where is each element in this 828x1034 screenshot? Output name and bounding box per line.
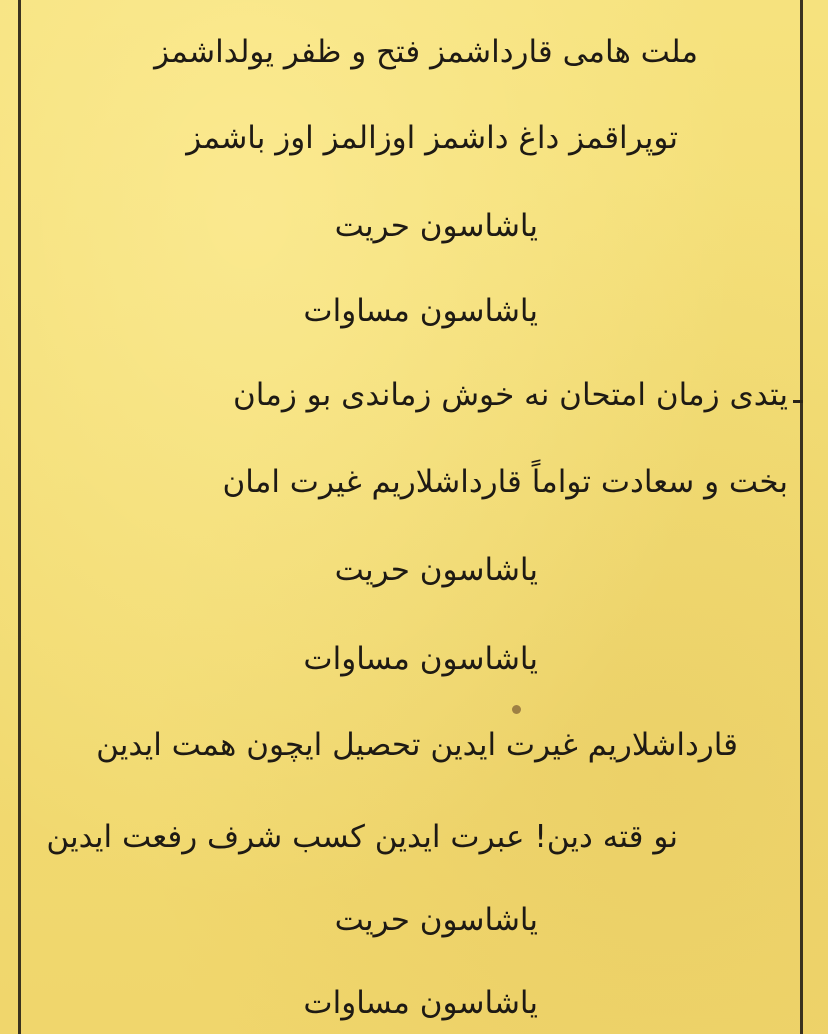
poem-line-1: ملت هامی قارداشمز فتح و ظفر یولداشمز bbox=[154, 34, 698, 70]
refrain-hurriyet-2: یاشاسون حریت bbox=[334, 552, 538, 588]
refrain-musavat-2: یاشاسون مساوات bbox=[303, 641, 538, 677]
ink-spot bbox=[512, 705, 521, 714]
refrain-hurriyet-3: یاشاسون حریت bbox=[334, 902, 538, 938]
refrain-hurriyet-1: یاشاسون حریت bbox=[334, 208, 538, 244]
refrain-musavat-1: یاشاسون مساوات bbox=[303, 293, 538, 329]
poem-line-10: نو قته دین! عبرت ایدین کسب شرف رفعت ایدین bbox=[46, 819, 678, 855]
poem-line-9: قارداشلاریم غیرت ایدین تحصیل ایچون همت ایدین bbox=[96, 727, 738, 763]
poem-line-2: توپراقمز داغ داشمز اوزالمز اوز باشمز bbox=[186, 120, 678, 156]
poem-line-5: یتدی زمان امتحان نه خوش زماندی بو زمان bbox=[233, 377, 788, 413]
right-margin-rule bbox=[800, 0, 803, 1034]
left-margin-rule bbox=[18, 0, 21, 1034]
right-margin-tick bbox=[793, 400, 803, 403]
poem-line-6: بخت و سعادت تواماً قارداشلاریم غیرت امان bbox=[222, 464, 788, 500]
refrain-musavat-3: یاشاسون مساوات bbox=[303, 985, 538, 1021]
